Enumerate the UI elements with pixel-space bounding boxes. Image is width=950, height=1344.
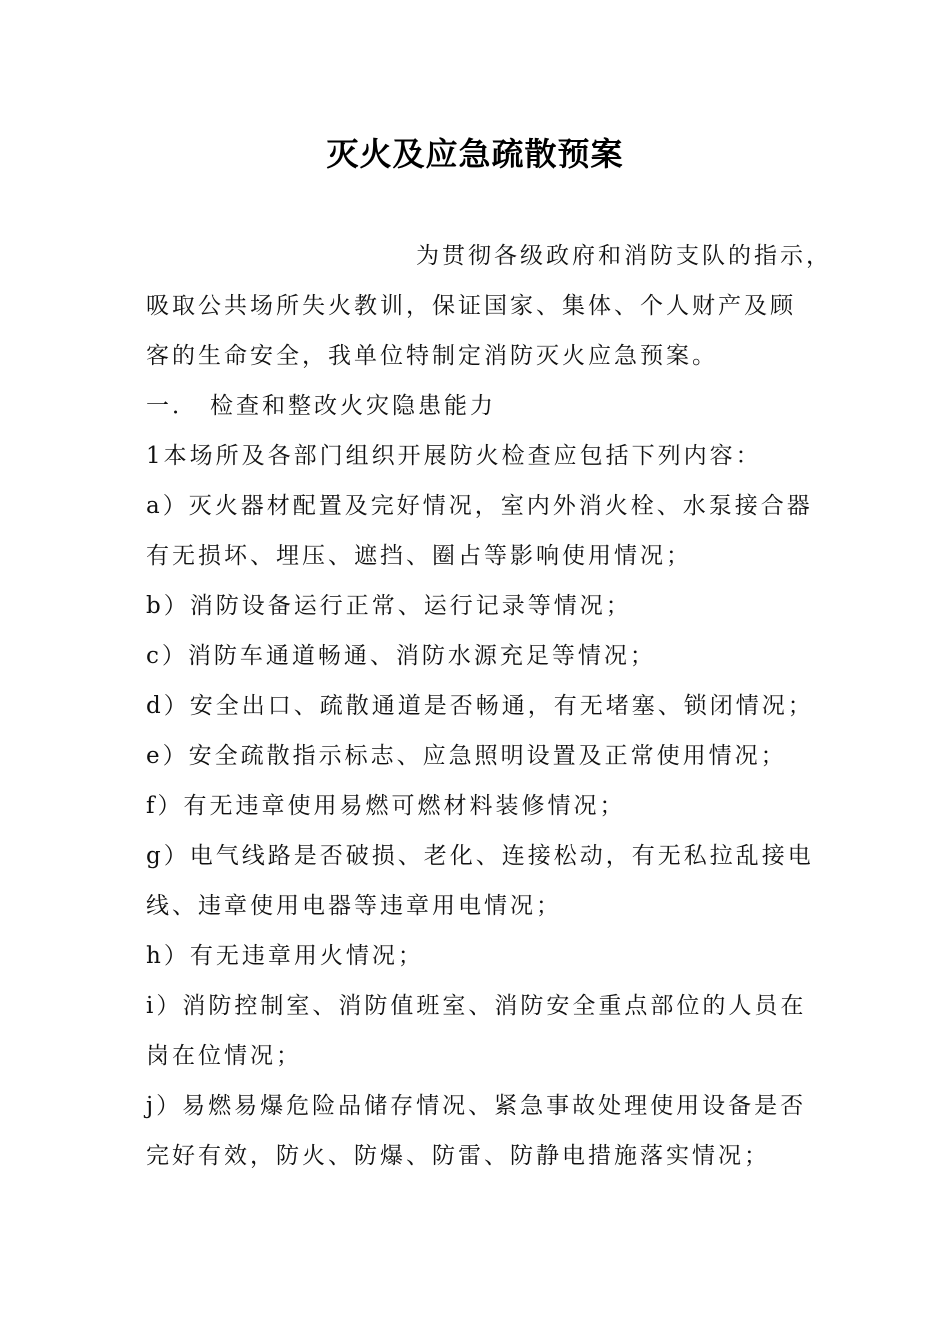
document-title: 灭火及应急疏散预案: [326, 135, 624, 173]
list-item-line: c）消防车通道畅通、消防水源充足等情况；: [146, 643, 656, 669]
list-item-line: 线、违章使用电器等违章用电情况；: [146, 893, 562, 919]
intro-line: 客的生命安全，我单位特制定消防灭火应急预案。: [146, 343, 718, 369]
list-item-line: a）灭火器材配置及完好情况，室内外消火栓、水泵接合器: [146, 493, 813, 519]
list-item-line: i）消防控制室、消防值班室、消防安全重点部位的人员在: [146, 993, 807, 1019]
list-item-line: b）消防设备运行正常、运行记录等情况；: [146, 593, 632, 619]
intro-line: 吸取公共场所失火教训，保证国家、集体、个人财产及顾: [146, 293, 796, 319]
item-heading: 1本场所及各部门组织开展防火检查应包括下列内容：: [146, 443, 762, 469]
section-number: 一．: [146, 393, 198, 419]
intro-line: 为贯彻各级政府和消防支队的指示，: [416, 243, 832, 269]
list-item-line: d）安全出口、疏散通道是否畅通，有无堵塞、锁闭情况；: [146, 693, 814, 719]
list-item-line: e）安全疏散指示标志、应急照明设置及正常使用情况；: [146, 743, 787, 769]
list-item-line: 完好有效，防火、防爆、防雷、防静电措施落实情况；: [146, 1143, 770, 1169]
section-heading: [146, 381, 816, 431]
list-item-line: j）易燃易爆危险品储存情况、紧急事故处理使用设备是否: [146, 1093, 807, 1119]
list-item-line: 有无损坏、埋压、遮挡、圈占等影响使用情况；: [146, 543, 692, 569]
list-item-line: h）有无违章用火情况；: [146, 943, 424, 969]
document-body: [146, 231, 832, 1181]
list-item-line: f）有无违章使用易燃可燃材料装修情况；: [146, 793, 626, 819]
section-title: 检查和整改火灾隐患能力: [210, 393, 496, 419]
list-item-line: 岗在位情况；: [146, 1043, 302, 1069]
list-item-line: g）电气线路是否破损、老化、连接松动，有无私拉乱接电: [146, 843, 814, 869]
